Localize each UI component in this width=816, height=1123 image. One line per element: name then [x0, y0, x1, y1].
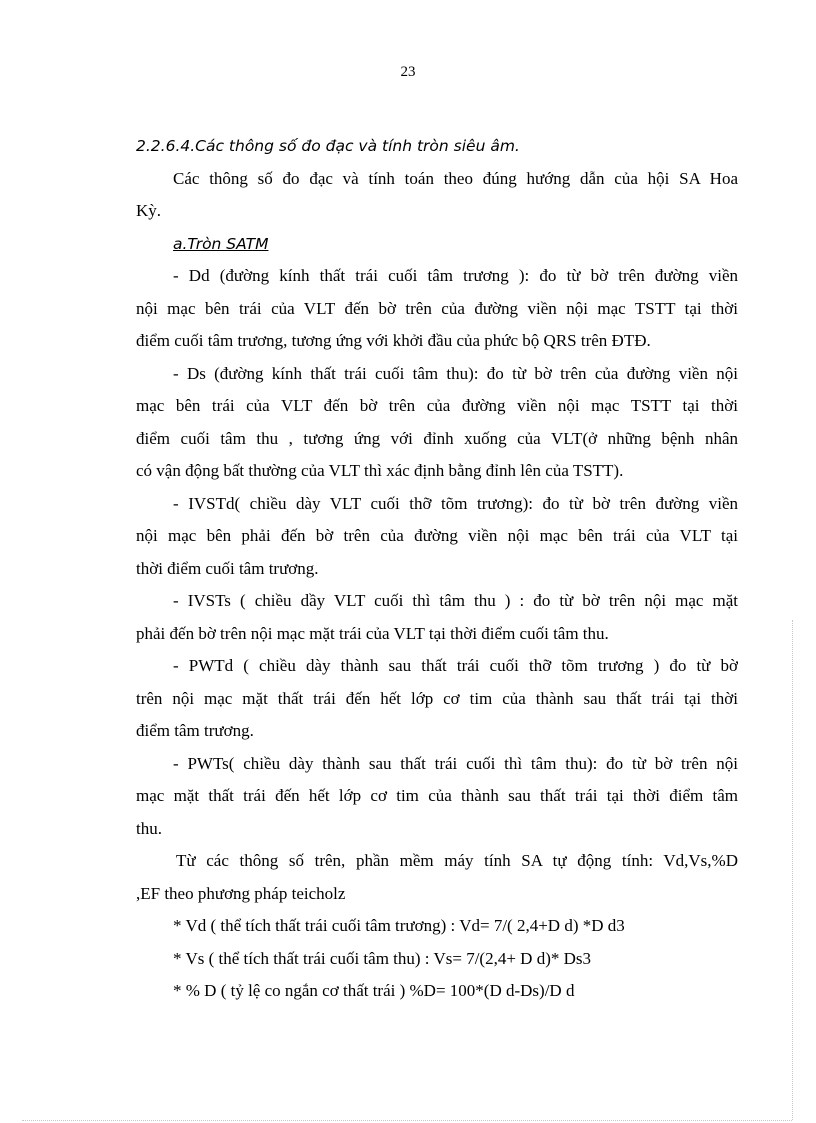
- paragraph-line: điểm cuối tâm thu , tương ứng với đỉnh xuống của VLT(ở những bệnh nhân: [136, 428, 738, 448]
- intro-line: Các thông số đo đạc và tính toán theo đúng hướng dẫn của hội SA Hoa: [173, 168, 738, 188]
- paragraph-line: Từ các thông số trên, phần mềm máy tính SA tự động tính: Vd,Vs,%D: [176, 851, 738, 870]
- paragraph-line: nội mạc bên trái của VLT đến bờ trên của đường viền nội mạc TSTT tại thời: [136, 298, 738, 318]
- paragraph-line: mạc mặt thất trái đến hết lớp cơ tim của thành sau thất trái tại thời điểm tâm: [136, 786, 738, 805]
- formula-line: * Vd ( thể tích thất trái cuối tâm trương) : Vd= 7/( 2,4+D d) *D d3: [173, 916, 625, 935]
- paragraph-line: thu.: [136, 818, 162, 838]
- paragraph-line: điểm cuối tâm trương, tương ứng với khởi đầu của phức bộ QRS trên ĐTĐ.: [136, 331, 651, 350]
- paragraph-line: - Dd (đường kính thất trái cuối tâm trương ): đo từ bờ trên đường viền: [173, 266, 738, 285]
- paragraph-line: - PWTd ( chiều dày thành sau thất trái cuối thỡ tõm trương ) đo từ bờ: [173, 656, 738, 675]
- formula-line: * Vs ( thể tích thất trái cuối tâm thu) : Vs= 7/(2,4+ D d)* Ds3: [173, 948, 591, 968]
- subheading: a.Tròn SATM: [173, 234, 269, 253]
- paragraph-line: trên nội mạc mặt thất trái đến hết lớp cơ tim của thành sau thất trái tại thời: [136, 688, 738, 708]
- page-number: 23: [400, 64, 416, 80]
- paragraph-line: mạc bên trái của VLT đến bờ trên của đường viền nội mạc TSTT tại thời: [136, 396, 738, 415]
- paragraph-line: điểm tâm trương.: [136, 721, 254, 740]
- paragraph-line: có vận động bất thường của VLT thì xác định bằng đỉnh lên của TSTT).: [136, 461, 624, 480]
- intro-line: Kỳ.: [136, 201, 162, 220]
- section-heading: 2.2.6.4.Các thông số đo đạc và tính tròn siêu âm.: [136, 137, 520, 155]
- page-border-right: [792, 620, 793, 1120]
- paragraph-line: ,EF theo phương pháp teicholz: [136, 883, 346, 903]
- formula-line: * % D ( tỷ lệ co ngắn cơ thất trái ) %D= 100*(D d-Ds)/D d: [173, 981, 575, 1000]
- paragraph-line: - PWTs( chiều dày thành sau thất trái cuối thì tâm thu): đo từ bờ trên nội: [173, 753, 738, 773]
- paragraph-line: nội mạc bên phải đến bờ trên của đường viền nội mạc bên trái của VLT tại: [136, 526, 738, 545]
- paragraph-line: - Ds (đường kính thất trái cuối tâm thu): đo từ bờ trên của đường viền nội: [173, 363, 738, 383]
- paragraph-line: phải đến bờ trên nội mạc mặt trái của VLT tại thời điểm cuối tâm thu.: [136, 623, 609, 643]
- paragraph-line: - IVSTs ( chiều dầy VLT cuối thì tâm thu ) : đo từ bờ trên nội mạc mặt: [173, 591, 738, 610]
- paragraph-line: thời điểm cuối tâm trương.: [136, 558, 319, 578]
- document-body: [136, 130, 738, 1008]
- page-border-bottom: [22, 1120, 792, 1121]
- paragraph-line: - IVSTd( chiều dày VLT cuối thỡ tõm trương): đo từ bờ trên đường viền: [173, 493, 738, 513]
